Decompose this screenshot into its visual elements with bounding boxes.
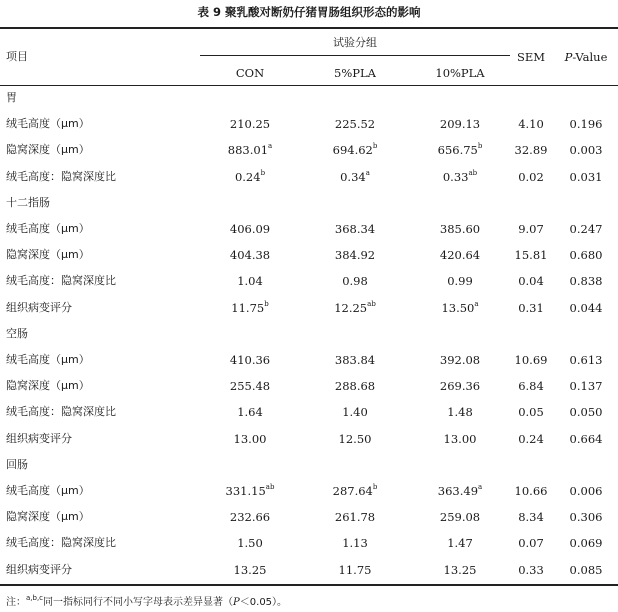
value-cell: 287.64$^b$ — [332, 483, 378, 498]
value-cell: 0.34$^a$ — [340, 169, 370, 184]
value-cell: 288.68 — [334, 379, 376, 393]
sem-cell: 0.07 — [518, 536, 544, 550]
value-cell: 255.48 — [229, 379, 271, 393]
significance-letter: a — [268, 142, 273, 151]
value-cell: 656.75$^b$ — [437, 142, 483, 157]
sem-cell: 0.02 — [518, 170, 544, 184]
row-label: 组织病变评分 — [6, 301, 72, 314]
value-cell: 12.50 — [338, 432, 372, 446]
pvalue-cell: 0.613 — [569, 353, 603, 367]
value-cell: 410.36 — [229, 353, 271, 367]
sem-cell: 0.33 — [518, 563, 544, 577]
significance-letter: ab — [468, 169, 478, 178]
value-cell: 269.36 — [439, 379, 481, 393]
value-cell: 384.92 — [334, 248, 376, 262]
pvalue-cell: 0.050 — [569, 405, 603, 419]
value-cell: 12.25$^{ab}$ — [334, 300, 376, 315]
significance-letter: a — [474, 300, 479, 309]
value-cell: 385.60 — [439, 222, 481, 236]
value-cell: 209.13 — [439, 117, 481, 131]
header-col-10pla: 10%PLA — [435, 66, 485, 80]
significance-letter: b — [477, 142, 483, 151]
pvalue-cell: 0.069 — [569, 536, 603, 550]
row-label: 绒毛高度：隐窝深度比 — [6, 170, 116, 183]
value-cell: 0.24$^b$ — [234, 169, 266, 184]
pvalue-cell: 0.137 — [569, 379, 603, 393]
value-cell: 383.84 — [334, 353, 376, 367]
significance-letter: ab — [265, 483, 275, 492]
footnote: 注：$^{a,b,c}$同一指标同行不同小写字母表示差异显著（P＜0.05）。 — [6, 593, 288, 608]
header-item: 项目 — [6, 50, 28, 63]
header-group: 试验分组 — [333, 36, 377, 49]
value-cell: 1.64 — [237, 405, 263, 419]
value-cell: 1.13 — [342, 536, 368, 550]
row-label: 绒毛高度（μm） — [6, 222, 90, 235]
value-cell: 13.25 — [233, 563, 267, 577]
value-cell: 13.00 — [233, 432, 267, 446]
significance-letter: ab — [367, 300, 376, 309]
group-rule — [200, 55, 510, 56]
value-cell: 0.99 — [447, 274, 473, 288]
section-heading: 空肠 — [6, 327, 28, 340]
sem-cell: 9.07 — [518, 222, 544, 236]
pvalue-cell: 0.044 — [569, 301, 603, 315]
value-cell: 1.40 — [342, 405, 368, 419]
sem-cell: 10.69 — [514, 353, 548, 367]
header-pvalue: P-Value — [564, 50, 608, 64]
pvalue-cell: 0.306 — [569, 510, 603, 524]
pvalue-cell: 0.196 — [569, 117, 603, 131]
value-cell: 11.75 — [338, 563, 372, 577]
row-label: 组织病变评分 — [6, 563, 72, 576]
value-cell: 883.01$^a$ — [227, 142, 273, 157]
significance-letter: b — [372, 483, 378, 492]
row-label: 隐窝深度（μm） — [6, 510, 90, 523]
pvalue-cell: 0.006 — [569, 484, 603, 498]
value-cell: 13.25 — [443, 563, 477, 577]
value-cell: 261.78 — [334, 510, 376, 524]
sem-cell: 15.81 — [514, 248, 548, 262]
row-label: 绒毛高度：隐窝深度比 — [6, 274, 116, 287]
value-cell: 1.04 — [237, 274, 263, 288]
row-label: 绒毛高度：隐窝深度比 — [6, 536, 116, 549]
significance-letter: b — [372, 142, 378, 151]
sem-cell: 8.34 — [518, 510, 544, 524]
top-rule — [0, 27, 618, 29]
sem-cell: 0.24 — [518, 432, 544, 446]
sem-cell: 0.31 — [518, 301, 544, 315]
header-col-5pla: 5%PLA — [334, 66, 376, 80]
value-cell: 392.08 — [439, 353, 481, 367]
value-cell: 11.75$^b$ — [231, 300, 269, 315]
value-cell: 694.62$^b$ — [332, 142, 378, 157]
value-cell: 0.33$^{ab}$ — [442, 169, 478, 184]
header-rule — [0, 85, 618, 86]
bottom-rule — [0, 584, 618, 586]
sem-cell: 4.10 — [518, 117, 544, 131]
significance-letter: a — [478, 483, 483, 492]
row-label: 绒毛高度（μm） — [6, 117, 90, 130]
significance-letter: b — [264, 300, 269, 309]
significance-letter: b — [260, 169, 266, 178]
pvalue-cell: 0.085 — [569, 563, 603, 577]
value-cell: 363.49$^a$ — [437, 483, 483, 498]
value-cell: 1.50 — [237, 536, 263, 550]
value-cell: 406.09 — [229, 222, 271, 236]
pvalue-cell: 0.664 — [569, 432, 603, 446]
table-title: 表 9 聚乳酸对断奶仔猪胃肠组织形态的影响 — [197, 5, 421, 19]
value-cell: 368.34 — [334, 222, 376, 236]
value-cell: 225.52 — [334, 117, 376, 131]
sem-cell: 0.04 — [518, 274, 544, 288]
significance-letter: a — [365, 169, 370, 178]
row-label: 隐窝深度（μm） — [6, 379, 90, 392]
pvalue-cell: 0.031 — [569, 170, 603, 184]
pvalue-cell: 0.247 — [569, 222, 603, 236]
value-cell: 259.08 — [439, 510, 481, 524]
sem-cell: 6.84 — [518, 379, 544, 393]
section-heading: 十二指肠 — [6, 196, 50, 209]
value-cell: 1.48 — [447, 405, 473, 419]
row-label: 绒毛高度（μm） — [6, 484, 90, 497]
section-heading: 回肠 — [6, 458, 28, 471]
sem-cell: 10.66 — [514, 484, 548, 498]
section-heading: 胃 — [6, 91, 17, 104]
row-label: 绒毛高度（μm） — [6, 353, 90, 366]
header-sem: SEM — [516, 50, 546, 64]
header-col-con: CON — [235, 66, 265, 80]
value-cell: 232.66 — [229, 510, 271, 524]
row-label: 绒毛高度：隐窝深度比 — [6, 405, 116, 418]
value-cell: 13.50$^a$ — [441, 300, 479, 315]
pvalue-cell: 0.838 — [569, 274, 603, 288]
value-cell: 0.98 — [342, 274, 368, 288]
value-cell: 404.38 — [229, 248, 271, 262]
value-cell: 210.25 — [229, 117, 271, 131]
value-cell: 420.64 — [439, 248, 481, 262]
row-label: 隐窝深度（μm） — [6, 143, 90, 156]
row-label: 隐窝深度（μm） — [6, 248, 90, 261]
pvalue-cell: 0.680 — [569, 248, 603, 262]
row-label: 组织病变评分 — [6, 432, 72, 445]
value-cell: 1.47 — [447, 536, 473, 550]
value-cell: 13.00 — [443, 432, 477, 446]
sem-cell: 0.05 — [518, 405, 544, 419]
value-cell: 331.15$^{ab}$ — [225, 483, 275, 498]
sem-cell: 32.89 — [514, 143, 548, 157]
pvalue-cell: 0.003 — [569, 143, 603, 157]
